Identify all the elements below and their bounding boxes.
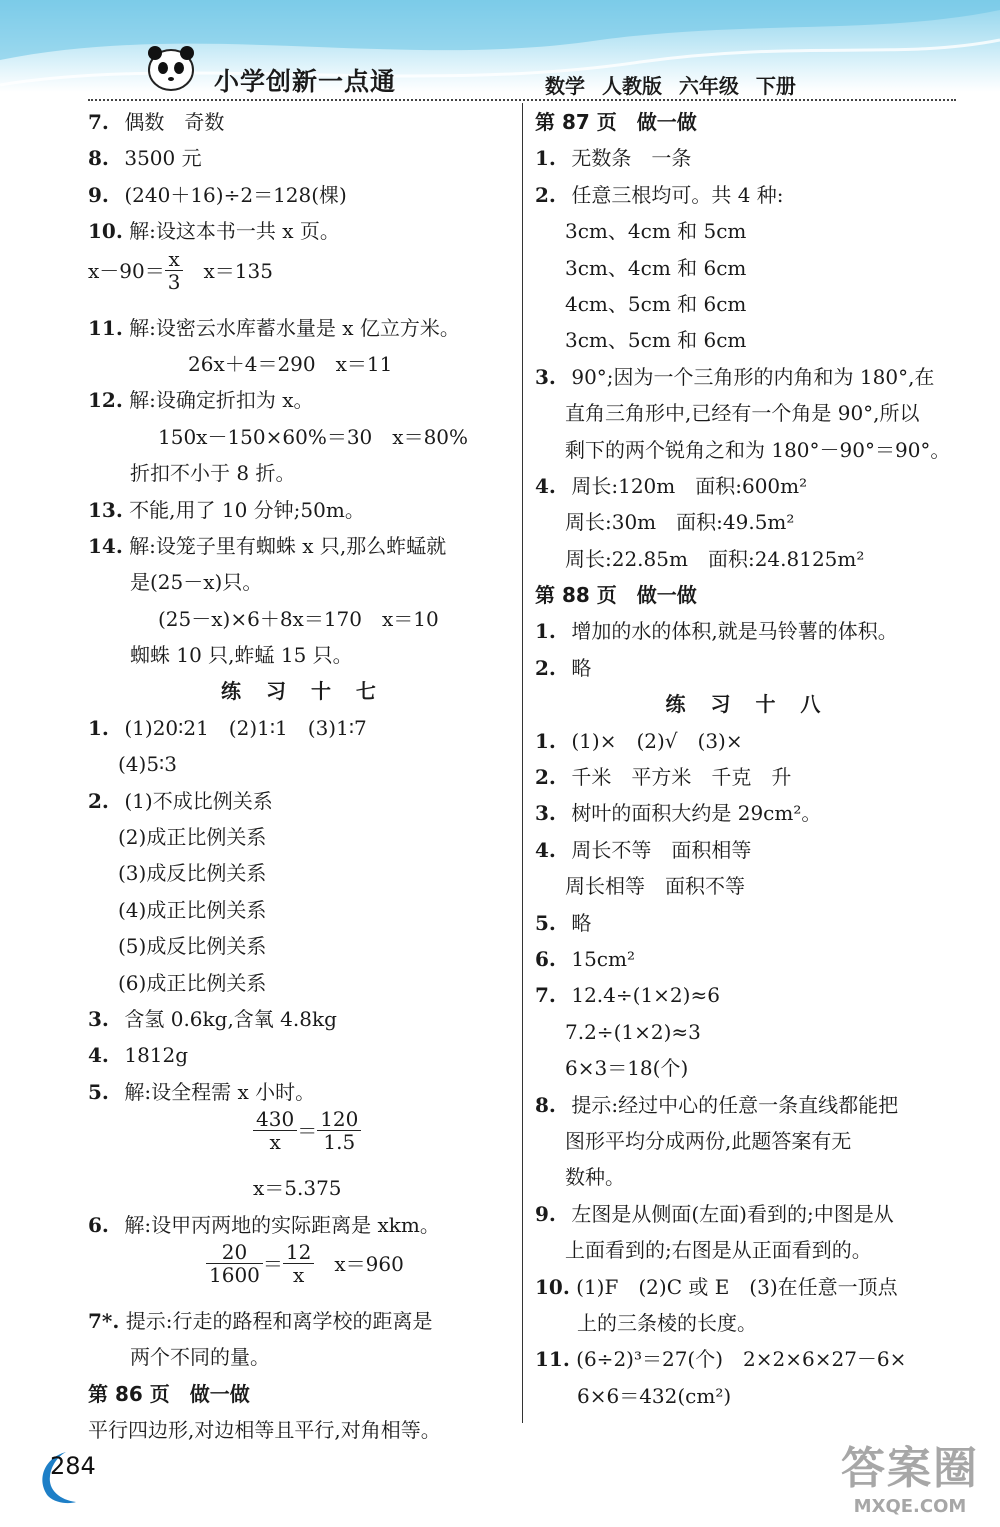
answer-text: 周长不等 面积相等: [571, 837, 752, 862]
header-divider: [88, 99, 956, 101]
answer-line: 是(25－x)只。: [130, 570, 263, 595]
item-number: 11.: [535, 1347, 570, 1372]
item-number: 4.: [535, 837, 556, 862]
answer-text: 增加的水的体积,就是马铃薯的体积。: [571, 619, 898, 644]
proportion-line: [88, 1239, 518, 1303]
answer-line: [535, 1269, 960, 1305]
answer-line: [88, 1001, 518, 1037]
numerator: 12: [283, 1241, 314, 1264]
item-number: 2.: [535, 182, 556, 207]
item-number: 9.: [88, 182, 109, 207]
answer-text: 无数条 一条: [571, 146, 692, 171]
answer-text: 千米 平方米 千克 升: [571, 765, 792, 790]
item-number: 9.: [535, 1201, 556, 1226]
answer-line: [535, 905, 960, 941]
equation-result: x＝135: [183, 258, 273, 283]
answer-line: [535, 650, 960, 686]
page-heading: 第 87 页 做一做: [535, 110, 697, 134]
answer-line: (25－x)×6＋8x＝170 x＝10: [158, 606, 439, 631]
denominator: x: [269, 1130, 281, 1155]
item-number: 7.: [88, 110, 109, 134]
answer-text: 偶数 奇数: [124, 110, 225, 134]
answer-line: [535, 795, 960, 831]
answer-text: (240＋16)÷2＝128(棵): [124, 182, 347, 207]
answer-line: 4cm、5cm 和 6cm: [565, 291, 747, 316]
answer-line: 数种。: [565, 1165, 625, 1190]
denominator: x: [292, 1262, 305, 1287]
series-title: 小学创新一点通: [214, 67, 397, 96]
answer-line: [88, 1074, 518, 1110]
page-number: 284: [50, 1452, 96, 1480]
answer-text: 解:设确定折扣为 x。: [129, 388, 314, 413]
answer-text: (1)× (2)√ (3)×: [571, 728, 743, 753]
answer-line: (5)成反比例关系: [118, 934, 267, 959]
equation-result: x＝960: [314, 1251, 404, 1276]
item-number: 1.: [535, 619, 556, 644]
answer-text: 3500 元: [124, 146, 202, 171]
left-column: [88, 104, 518, 1449]
item-number: 10.: [88, 219, 123, 244]
denominator: 3: [167, 269, 181, 294]
answer-line: (4)成正比例关系: [118, 897, 267, 922]
answer-line: 3cm、4cm 和 5cm: [565, 219, 747, 244]
answer-line: [88, 177, 518, 213]
right-column: [535, 104, 960, 1414]
answer-text: 1812g: [124, 1043, 189, 1068]
answer-line: [535, 832, 960, 868]
item-number: 7.: [535, 983, 556, 1008]
page-heading: 第 86 页 做一做: [88, 1381, 250, 1406]
answer-text: 提示:行走的路程和离学校的距离是: [125, 1308, 433, 1333]
book-meta: 数学 人教版 六年级 下册: [545, 74, 796, 98]
denominator: 1600: [209, 1262, 260, 1287]
watermark-sub: MXQE.COM: [853, 1496, 967, 1517]
numerator: 430: [253, 1108, 297, 1131]
answer-line: (3)成反比例关系: [118, 861, 267, 886]
answer-line: 蜘蛛 10 只,蚱蜢 15 只。: [130, 643, 353, 668]
item-number: 6.: [535, 946, 556, 971]
answer-text: (1)20∶21 (2)1∶1 (3)1∶7: [124, 715, 367, 740]
answer-line: 直角三角形中,已经有一个角是 90°,所以: [565, 401, 920, 426]
answer-line: (2)成正比例关系: [118, 825, 267, 850]
answer-line: 剩下的两个锐角之和为 180°－90°＝90°。: [565, 437, 951, 462]
answer-line: [535, 359, 960, 395]
answer-line: [88, 1303, 518, 1339]
answer-line: [535, 759, 960, 795]
answer-line: x＝5.375: [253, 1176, 342, 1201]
item-number: 3.: [535, 801, 556, 826]
answer-line: [535, 723, 960, 759]
section-heading: 练 习 十 八: [665, 692, 830, 717]
equals-sign: ＝: [262, 1251, 283, 1276]
answer-line: [535, 977, 960, 1013]
fraction: [253, 1108, 297, 1153]
item-number: 2.: [88, 788, 109, 813]
answer-line: 两个不同的量。: [130, 1345, 270, 1370]
answer-text: 不能,用了 10 分钟;50m。: [129, 497, 365, 522]
answer-line: 上的三条棱的长度。: [577, 1310, 757, 1335]
equals-sign: ＝: [297, 1119, 318, 1144]
item-number: 4.: [88, 1043, 109, 1068]
answer-line: [535, 941, 960, 977]
answer-text: 解:设这本书一共 x 页。: [129, 219, 340, 244]
answer-text: 12.4÷(1×2)≈6: [571, 983, 720, 1008]
item-number: 8.: [535, 1092, 556, 1117]
answer-line: [88, 1207, 518, 1243]
answer-line: [535, 468, 960, 504]
fraction: [206, 1241, 263, 1286]
item-number: 11.: [88, 315, 123, 340]
answer-text: 解:设甲丙两地的实际距离是 xkm。: [124, 1212, 440, 1237]
answer-line: 3cm、5cm 和 6cm: [565, 328, 747, 353]
answer-line: 7.2÷(1×2)≈3: [565, 1019, 701, 1044]
item-number: 5.: [535, 910, 556, 935]
answer-text: 左图是从侧面(左面)看到的;中图是从: [571, 1201, 894, 1226]
answer-line: [88, 104, 518, 140]
answer-text: (1)不成比例关系: [124, 788, 273, 813]
answer-line: [535, 613, 960, 649]
answer-line: 上面看到的;右图是从正面看到的。: [565, 1238, 872, 1263]
answer-line: [88, 1037, 518, 1073]
item-number: 1.: [535, 728, 556, 753]
answer-text: 15cm²: [571, 946, 635, 971]
item-number: 13.: [88, 497, 123, 522]
item-number: 1.: [88, 715, 109, 740]
item-number: 12.: [88, 388, 123, 413]
item-number: 1.: [535, 146, 556, 171]
answer-line: [535, 1196, 960, 1232]
page-heading: 第 88 页 做一做: [535, 583, 697, 608]
answer-line: 周长:30m 面积:49.5m²: [565, 510, 795, 535]
answer-line: [535, 140, 960, 176]
item-number: 2.: [535, 655, 556, 680]
answer-line: (4)5∶3: [118, 752, 177, 777]
proportion-line: [88, 1107, 518, 1170]
answer-line: 150x－150×60%＝30 x＝80%: [158, 424, 469, 449]
answer-line: 折扣不小于 8 折。: [130, 461, 296, 486]
watermark-logo: [830, 1432, 990, 1522]
answer-line: [88, 213, 518, 249]
answer-text: 90°;因为一个三角形的内角和为 180°,在: [571, 364, 935, 389]
numerator: 20: [206, 1241, 263, 1264]
section-heading: 练 习 十 七: [221, 679, 385, 704]
answer-line: 周长相等 面积不等: [565, 874, 745, 899]
answer-line: 周长:22.85m 面积:24.8125m²: [565, 546, 865, 571]
answer-text: 提示:经过中心的任意一条直线都能把: [571, 1092, 899, 1117]
item-number: 14.: [88, 533, 123, 558]
answer-line: 6×6＝432(cm²): [577, 1383, 732, 1408]
answer-line: [88, 492, 518, 528]
answer-line: 平行四边形,对边相等且平行,对角相等。: [88, 1418, 441, 1443]
panda-logo-icon: [143, 44, 199, 94]
answer-text: 略: [571, 910, 592, 935]
answer-text: (6÷2)³＝27(个) 2×2×6×27－6×: [576, 1347, 907, 1372]
answer-line: [88, 140, 518, 176]
answer-line: 26x＋4＝290 x＝11: [188, 351, 393, 376]
answer-text: 解:设笼子里有蜘蛛 x 只,那么蚱蜢就: [129, 533, 447, 558]
answer-text: (1)F (2)C 或 E (3)在任意一顶点: [576, 1274, 898, 1299]
answer-line: [88, 783, 518, 819]
fraction: [317, 1108, 361, 1153]
answer-line: 6×3＝18(个): [565, 1056, 689, 1081]
answer-line: 3cm、4cm 和 6cm: [565, 255, 747, 280]
item-number: 10.: [535, 1274, 570, 1299]
denominator: 1.5: [323, 1130, 356, 1155]
answer-line: [88, 528, 518, 564]
fraction: [283, 1241, 314, 1286]
answer-text: 树叶的面积大约是 29cm²。: [571, 801, 822, 826]
fraction: [165, 248, 184, 293]
answer-line: [88, 382, 518, 418]
answer-line: 图形平均分成两份,此题答案有无: [565, 1128, 852, 1153]
answer-line: (6)成正比例关系: [118, 970, 267, 995]
answer-line: [88, 710, 518, 746]
answer-line: [88, 310, 518, 346]
answer-line: [535, 177, 960, 213]
answer-text: 含氢 0.6kg,含氧 4.8kg: [124, 1006, 337, 1031]
item-number: 3.: [88, 1006, 109, 1031]
item-number: 4.: [535, 473, 556, 498]
item-number: 2.: [535, 765, 556, 790]
answer-text: 解:设全程需 x 小时。: [124, 1079, 316, 1104]
answer-line: [535, 1341, 960, 1377]
answer-text: 略: [571, 655, 592, 680]
equation-line: [88, 246, 518, 310]
answer-text: 解:设密云水库蓄水量是 x 亿立方米。: [129, 315, 460, 340]
item-number: 8.: [88, 146, 109, 171]
equation-left: x－90＝: [88, 258, 165, 283]
numerator: 120: [317, 1108, 361, 1131]
numerator: x: [165, 248, 184, 271]
answer-text: 周长:120m 面积:600m²: [571, 473, 808, 498]
answer-text: 任意三根均可。共 4 种:: [571, 182, 784, 207]
item-number: 3.: [535, 364, 556, 389]
item-number: 6.: [88, 1212, 109, 1237]
item-number: 5.: [88, 1079, 109, 1104]
watermark-main: 答案圈: [841, 1443, 979, 1494]
answer-line: [535, 1087, 960, 1123]
column-divider: [522, 103, 523, 1423]
item-number: 7*.: [88, 1308, 120, 1333]
